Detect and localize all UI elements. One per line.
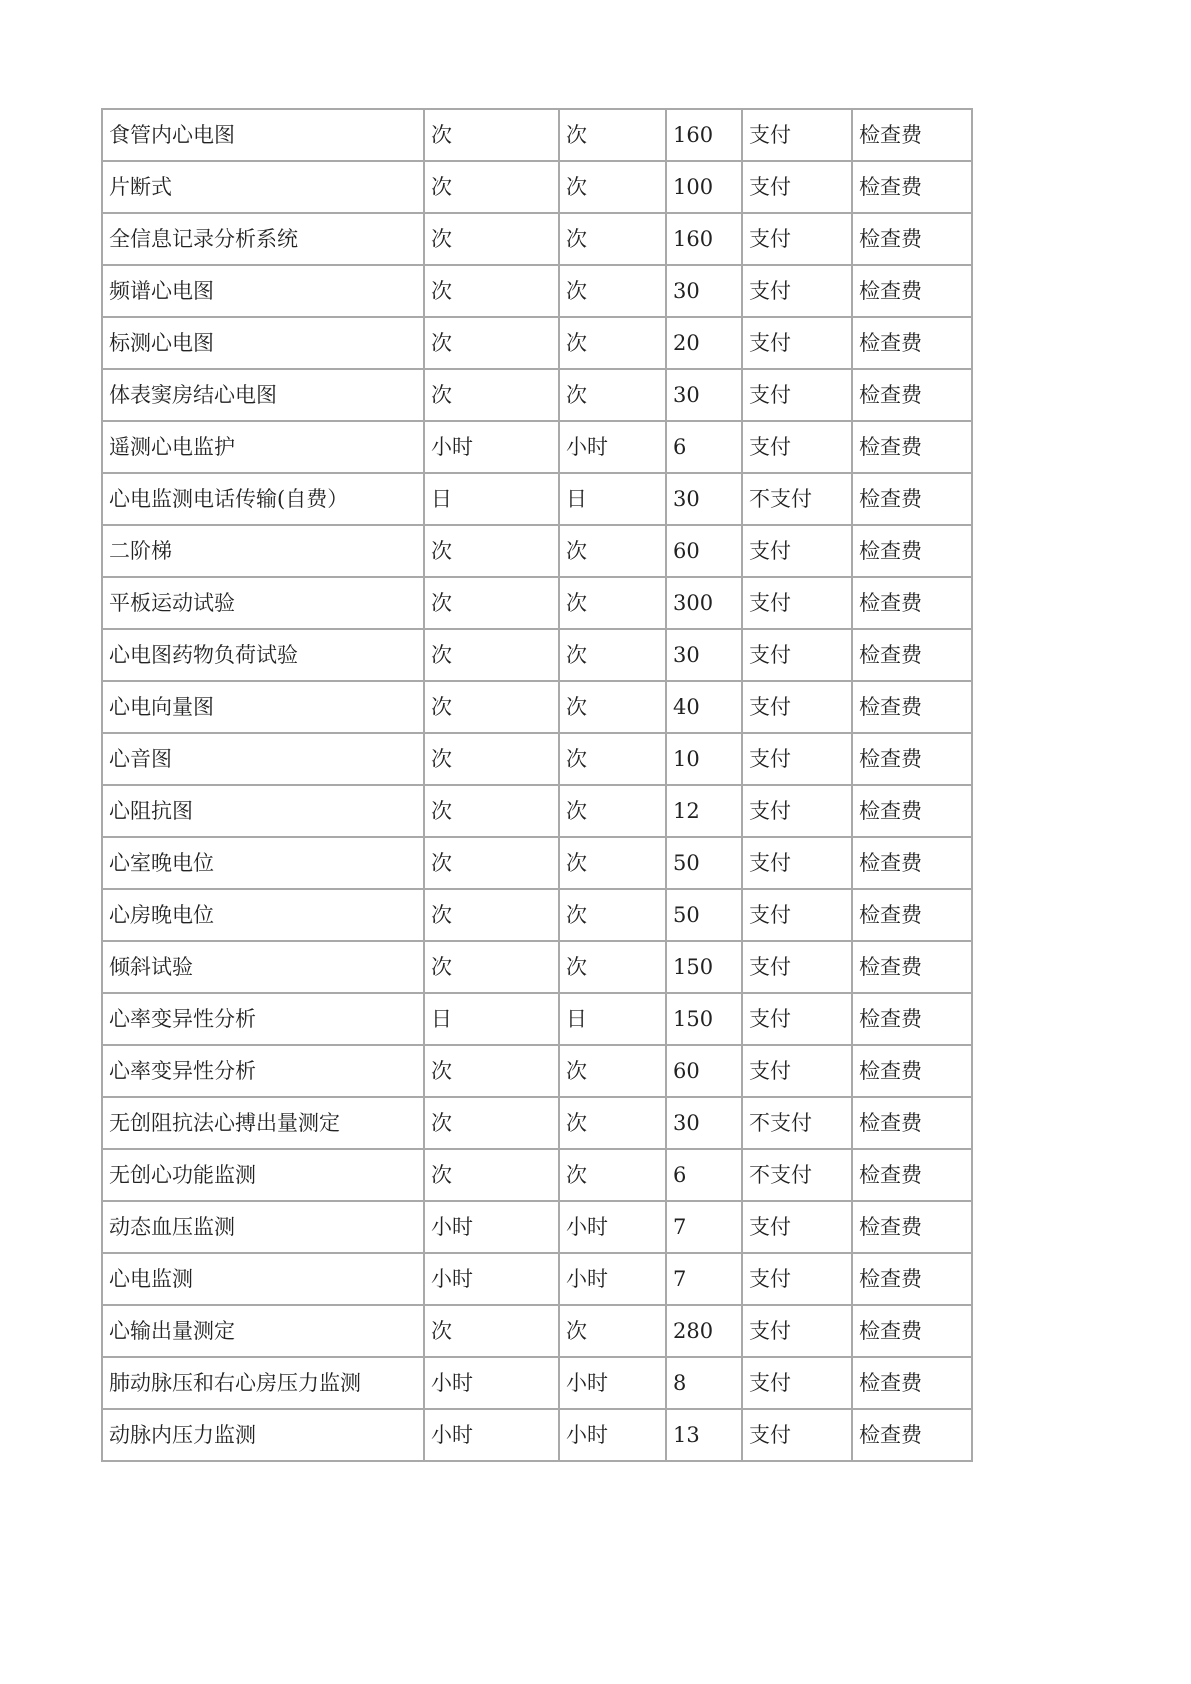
price-cell: 6 xyxy=(666,1149,742,1201)
payment-status-cell: 支付 xyxy=(742,369,852,421)
fee-category-cell: 检查费 xyxy=(852,1097,972,1149)
item-name-cell: 心电图药物负荷试验 xyxy=(102,629,424,681)
item-name-cell: 心电监测 xyxy=(102,1253,424,1305)
fee-category-cell: 检查费 xyxy=(852,1409,972,1461)
billing-unit-cell: 次 xyxy=(559,837,666,889)
price-cell: 150 xyxy=(666,993,742,1045)
item-name-cell: 心音图 xyxy=(102,733,424,785)
fee-table-body xyxy=(102,109,972,1461)
table-row xyxy=(102,577,972,629)
item-name-cell: 心电向量图 xyxy=(102,681,424,733)
item-name-cell: 倾斜试验 xyxy=(102,941,424,993)
unit-cell: 次 xyxy=(424,681,559,733)
table-row xyxy=(102,161,972,213)
price-cell: 12 xyxy=(666,785,742,837)
payment-status-cell: 支付 xyxy=(742,1305,852,1357)
unit-cell: 次 xyxy=(424,733,559,785)
unit-cell: 次 xyxy=(424,161,559,213)
unit-cell: 次 xyxy=(424,1097,559,1149)
item-name-cell: 心输出量测定 xyxy=(102,1305,424,1357)
fee-category-cell: 检查费 xyxy=(852,681,972,733)
price-cell: 300 xyxy=(666,577,742,629)
table-row xyxy=(102,993,972,1045)
price-cell: 7 xyxy=(666,1201,742,1253)
price-cell: 50 xyxy=(666,889,742,941)
item-name-cell: 心室晚电位 xyxy=(102,837,424,889)
item-name-cell: 频谱心电图 xyxy=(102,265,424,317)
price-cell: 160 xyxy=(666,213,742,265)
fee-category-cell: 检查费 xyxy=(852,1357,972,1409)
billing-unit-cell: 次 xyxy=(559,629,666,681)
item-name-cell: 二阶梯 xyxy=(102,525,424,577)
unit-cell: 日 xyxy=(424,993,559,1045)
billing-unit-cell: 次 xyxy=(559,109,666,161)
table-row xyxy=(102,1097,972,1149)
unit-cell: 小时 xyxy=(424,1357,559,1409)
payment-status-cell: 支付 xyxy=(742,1045,852,1097)
price-cell: 280 xyxy=(666,1305,742,1357)
fee-category-cell: 检查费 xyxy=(852,265,972,317)
item-name-cell: 动脉内压力监测 xyxy=(102,1409,424,1461)
billing-unit-cell: 次 xyxy=(559,1149,666,1201)
price-cell: 100 xyxy=(666,161,742,213)
item-name-cell: 肺动脉压和右心房压力监测 xyxy=(102,1357,424,1409)
payment-status-cell: 支付 xyxy=(742,1409,852,1461)
payment-status-cell: 支付 xyxy=(742,993,852,1045)
payment-status-cell: 支付 xyxy=(742,889,852,941)
billing-unit-cell: 次 xyxy=(559,733,666,785)
unit-cell: 次 xyxy=(424,265,559,317)
table-row xyxy=(102,941,972,993)
fee-category-cell: 检查费 xyxy=(852,993,972,1045)
payment-status-cell: 支付 xyxy=(742,525,852,577)
table-row xyxy=(102,1305,972,1357)
billing-unit-cell: 小时 xyxy=(559,1253,666,1305)
table-row xyxy=(102,1045,972,1097)
unit-cell: 次 xyxy=(424,213,559,265)
table-row xyxy=(102,421,972,473)
table-row xyxy=(102,1253,972,1305)
unit-cell: 次 xyxy=(424,577,559,629)
unit-cell: 次 xyxy=(424,525,559,577)
billing-unit-cell: 小时 xyxy=(559,1201,666,1253)
price-cell: 30 xyxy=(666,265,742,317)
fee-category-cell: 检查费 xyxy=(852,629,972,681)
table-row xyxy=(102,1409,972,1461)
price-cell: 150 xyxy=(666,941,742,993)
fee-category-cell: 检查费 xyxy=(852,109,972,161)
billing-unit-cell: 次 xyxy=(559,1097,666,1149)
price-cell: 160 xyxy=(666,109,742,161)
fee-category-cell: 检查费 xyxy=(852,1305,972,1357)
table-row xyxy=(102,629,972,681)
table-row xyxy=(102,889,972,941)
unit-cell: 次 xyxy=(424,941,559,993)
table-row xyxy=(102,213,972,265)
fee-category-cell: 检查费 xyxy=(852,317,972,369)
item-name-cell: 心电监测电话传输(自费） xyxy=(102,473,424,525)
price-cell: 30 xyxy=(666,473,742,525)
billing-unit-cell: 次 xyxy=(559,681,666,733)
table-row xyxy=(102,109,972,161)
fee-category-cell: 检查费 xyxy=(852,1045,972,1097)
unit-cell: 次 xyxy=(424,1045,559,1097)
unit-cell: 次 xyxy=(424,889,559,941)
table-row xyxy=(102,265,972,317)
table-row xyxy=(102,525,972,577)
table-row xyxy=(102,473,972,525)
unit-cell: 次 xyxy=(424,629,559,681)
fee-category-cell: 检查费 xyxy=(852,1149,972,1201)
table-row xyxy=(102,837,972,889)
item-name-cell: 心率变异性分析 xyxy=(102,993,424,1045)
payment-status-cell: 不支付 xyxy=(742,1149,852,1201)
item-name-cell: 全信息记录分析系统 xyxy=(102,213,424,265)
fee-category-cell: 检查费 xyxy=(852,837,972,889)
fee-category-cell: 检查费 xyxy=(852,161,972,213)
price-cell: 60 xyxy=(666,525,742,577)
payment-status-cell: 支付 xyxy=(742,785,852,837)
table-row xyxy=(102,681,972,733)
fee-category-cell: 检查费 xyxy=(852,577,972,629)
unit-cell: 次 xyxy=(424,837,559,889)
table-row xyxy=(102,1201,972,1253)
fee-category-cell: 检查费 xyxy=(852,941,972,993)
payment-status-cell: 支付 xyxy=(742,109,852,161)
item-name-cell: 心阻抗图 xyxy=(102,785,424,837)
fee-category-cell: 检查费 xyxy=(852,525,972,577)
fee-category-cell: 检查费 xyxy=(852,889,972,941)
unit-cell: 次 xyxy=(424,369,559,421)
payment-status-cell: 支付 xyxy=(742,1201,852,1253)
fee-category-cell: 检查费 xyxy=(852,369,972,421)
item-name-cell: 标测心电图 xyxy=(102,317,424,369)
billing-unit-cell: 日 xyxy=(559,473,666,525)
billing-unit-cell: 次 xyxy=(559,525,666,577)
billing-unit-cell: 次 xyxy=(559,213,666,265)
payment-status-cell: 支付 xyxy=(742,733,852,785)
payment-status-cell: 支付 xyxy=(742,577,852,629)
billing-unit-cell: 次 xyxy=(559,941,666,993)
fee-category-cell: 检查费 xyxy=(852,473,972,525)
unit-cell: 次 xyxy=(424,109,559,161)
item-name-cell: 遥测心电监护 xyxy=(102,421,424,473)
price-cell: 8 xyxy=(666,1357,742,1409)
table-row xyxy=(102,369,972,421)
billing-unit-cell: 次 xyxy=(559,369,666,421)
fee-category-cell: 检查费 xyxy=(852,213,972,265)
payment-status-cell: 支付 xyxy=(742,1253,852,1305)
price-cell: 60 xyxy=(666,1045,742,1097)
price-cell: 30 xyxy=(666,1097,742,1149)
item-name-cell: 无创心功能监测 xyxy=(102,1149,424,1201)
table-row xyxy=(102,785,972,837)
price-cell: 6 xyxy=(666,421,742,473)
fee-category-cell: 检查费 xyxy=(852,421,972,473)
billing-unit-cell: 次 xyxy=(559,317,666,369)
price-cell: 13 xyxy=(666,1409,742,1461)
fee-table xyxy=(101,108,973,1462)
item-name-cell: 心房晚电位 xyxy=(102,889,424,941)
billing-unit-cell: 次 xyxy=(559,161,666,213)
payment-status-cell: 支付 xyxy=(742,317,852,369)
unit-cell: 小时 xyxy=(424,1201,559,1253)
payment-status-cell: 支付 xyxy=(742,681,852,733)
payment-status-cell: 支付 xyxy=(742,629,852,681)
price-cell: 30 xyxy=(666,369,742,421)
payment-status-cell: 不支付 xyxy=(742,1097,852,1149)
item-name-cell: 体表窦房结心电图 xyxy=(102,369,424,421)
unit-cell: 小时 xyxy=(424,421,559,473)
billing-unit-cell: 次 xyxy=(559,1305,666,1357)
unit-cell: 次 xyxy=(424,1149,559,1201)
payment-status-cell: 不支付 xyxy=(742,473,852,525)
payment-status-cell: 支付 xyxy=(742,161,852,213)
price-cell: 10 xyxy=(666,733,742,785)
fee-category-cell: 检查费 xyxy=(852,733,972,785)
billing-unit-cell: 次 xyxy=(559,265,666,317)
billing-unit-cell: 次 xyxy=(559,785,666,837)
fee-category-cell: 检查费 xyxy=(852,1253,972,1305)
unit-cell: 次 xyxy=(424,785,559,837)
item-name-cell: 心率变异性分析 xyxy=(102,1045,424,1097)
unit-cell: 次 xyxy=(424,317,559,369)
price-cell: 20 xyxy=(666,317,742,369)
price-cell: 30 xyxy=(666,629,742,681)
fee-category-cell: 检查费 xyxy=(852,785,972,837)
price-cell: 50 xyxy=(666,837,742,889)
payment-status-cell: 支付 xyxy=(742,265,852,317)
unit-cell: 次 xyxy=(424,1305,559,1357)
payment-status-cell: 支付 xyxy=(742,213,852,265)
table-row xyxy=(102,1357,972,1409)
item-name-cell: 食管内心电图 xyxy=(102,109,424,161)
billing-unit-cell: 次 xyxy=(559,1045,666,1097)
item-name-cell: 无创阻抗法心搏出量测定 xyxy=(102,1097,424,1149)
unit-cell: 小时 xyxy=(424,1409,559,1461)
fee-category-cell: 检查费 xyxy=(852,1201,972,1253)
payment-status-cell: 支付 xyxy=(742,1357,852,1409)
price-cell: 7 xyxy=(666,1253,742,1305)
billing-unit-cell: 小时 xyxy=(559,1357,666,1409)
billing-unit-cell: 次 xyxy=(559,577,666,629)
unit-cell: 日 xyxy=(424,473,559,525)
table-row xyxy=(102,1149,972,1201)
item-name-cell: 动态血压监测 xyxy=(102,1201,424,1253)
item-name-cell: 平板运动试验 xyxy=(102,577,424,629)
billing-unit-cell: 小时 xyxy=(559,421,666,473)
billing-unit-cell: 小时 xyxy=(559,1409,666,1461)
table-row xyxy=(102,317,972,369)
payment-status-cell: 支付 xyxy=(742,941,852,993)
payment-status-cell: 支付 xyxy=(742,421,852,473)
price-cell: 40 xyxy=(666,681,742,733)
table-row xyxy=(102,733,972,785)
item-name-cell: 片断式 xyxy=(102,161,424,213)
payment-status-cell: 支付 xyxy=(742,837,852,889)
billing-unit-cell: 次 xyxy=(559,889,666,941)
billing-unit-cell: 日 xyxy=(559,993,666,1045)
unit-cell: 小时 xyxy=(424,1253,559,1305)
